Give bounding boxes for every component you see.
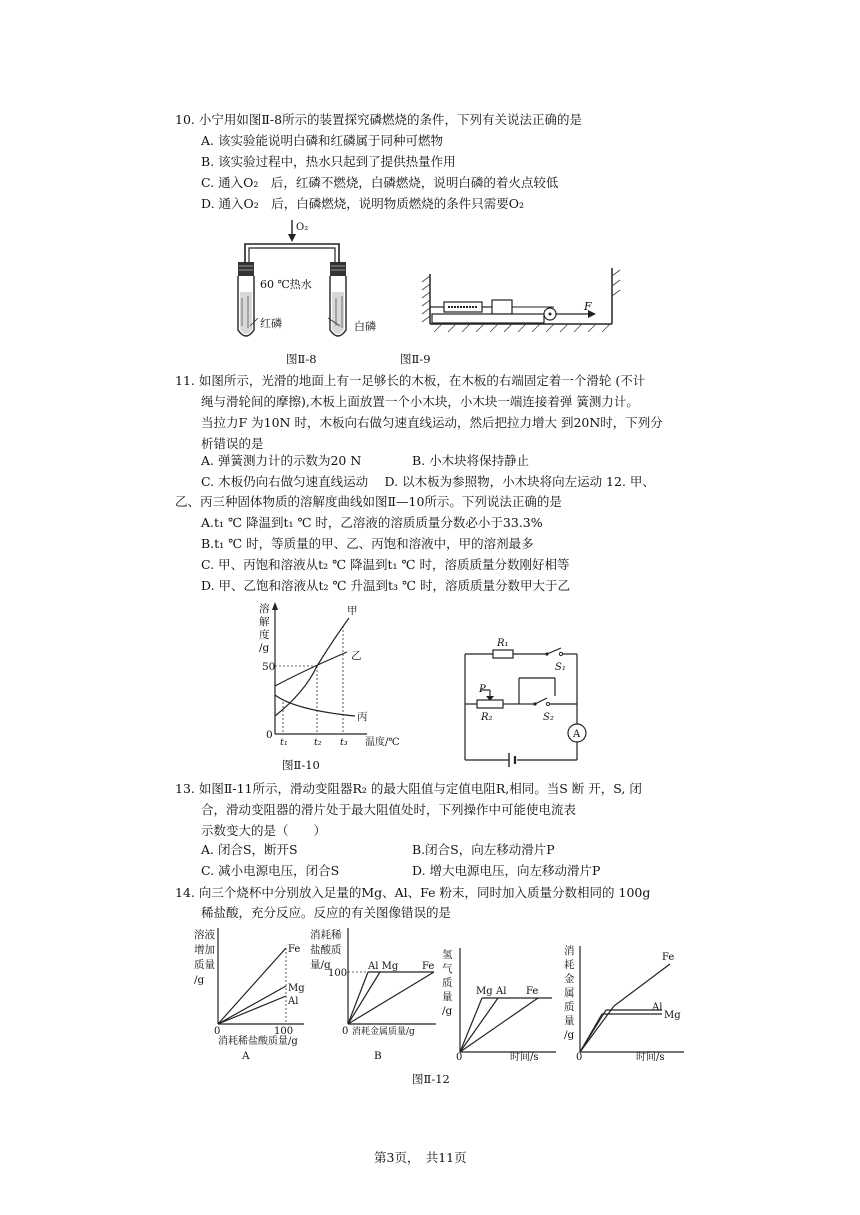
- svg-text:Al: Al: [496, 986, 507, 997]
- svg-text:/g: /g: [564, 1029, 575, 1041]
- q10-option-c: C. 通入O₂ 后，红磷不燃烧，白磷燃烧，说明白磷的着火点较低: [201, 175, 559, 190]
- figure-11-circuit: [455, 632, 600, 772]
- svg-text:金: 金: [564, 973, 575, 985]
- q11-option-b: B. 小木块将保持静止: [412, 453, 530, 468]
- figure-10-solubility-chart: [255, 600, 415, 752]
- svg-text:解: 解: [259, 616, 270, 628]
- svg-text:/g: /g: [194, 974, 205, 986]
- svg-text:Fe: Fe: [526, 986, 539, 997]
- figure-9-caption: 图Ⅱ-9: [400, 352, 431, 366]
- q13-stem-line1: 13. 如图Ⅱ-11所示，滑动变阻器R₂ 的最大阻值与定值电阻R,相同。当S 断 开，S, 闭: [175, 781, 642, 796]
- svg-text:t₂: t₂: [314, 737, 322, 748]
- svg-text:溶液: 溶液: [194, 929, 215, 941]
- svg-text:消: 消: [564, 945, 575, 957]
- q11-stem-line3: 当拉力F 为10N 时，木板向右做匀速直线运动，然后把拉力增大 到20N时，下列分: [201, 415, 663, 430]
- svg-text:消耗金属质量/g: 消耗金属质量/g: [352, 1027, 415, 1037]
- figure-9-board-pulley: [422, 250, 612, 350]
- svg-text:P: P: [479, 684, 486, 695]
- svg-text:质: 质: [564, 1001, 575, 1013]
- q12-option-a: A.t₁ ℃ 降温到t₁ ℃ 时，乙溶液的溶质质量分数必小于33.3%: [201, 515, 543, 530]
- svg-text:属: 属: [564, 987, 575, 999]
- svg-text:100: 100: [328, 968, 348, 979]
- svg-text:Al: Al: [652, 1002, 663, 1013]
- q12-stem: 乙、丙三种固体物质的溶解度曲线如图Ⅱ—10所示。下列说法正确的是: [175, 494, 562, 509]
- svg-text:S₂: S₂: [543, 712, 554, 723]
- svg-text:0: 0: [342, 1026, 349, 1037]
- svg-text:Mg: Mg: [288, 983, 305, 994]
- svg-text:质量: 质量: [194, 959, 215, 971]
- q10-option-a: A. 该实验能说明白磷和红磷属于同种可燃物: [201, 133, 443, 148]
- svg-text:乙: 乙: [351, 650, 362, 662]
- svg-text:红磷: 红磷: [260, 317, 282, 330]
- svg-text:Al Mg: Al Mg: [368, 961, 399, 972]
- q10-option-b: B. 该实验过程中，热水只起到了提供热量作用: [201, 154, 456, 169]
- svg-text:t₃: t₃: [340, 737, 348, 748]
- svg-text:白磷: 白磷: [354, 320, 376, 333]
- svg-text:0: 0: [266, 729, 273, 741]
- svg-text:0: 0: [456, 1052, 463, 1063]
- q13-stem-line3: 示数变大的是（ ）: [201, 823, 327, 838]
- svg-text:100: 100: [274, 1026, 294, 1037]
- svg-text:质: 质: [442, 977, 453, 989]
- svg-text:时间/s: 时间/s: [636, 1052, 665, 1063]
- figure-10-caption: 图Ⅱ-10: [282, 758, 320, 772]
- svg-text:t₁: t₁: [280, 737, 288, 748]
- q14-stem-line2: 稀盐酸，充分反应。反应的有关图像错误的是: [201, 905, 452, 920]
- figure-8-apparatus: [228, 218, 398, 346]
- svg-text:消耗稀: 消耗稀: [310, 929, 342, 941]
- svg-text:温度/℃: 温度/℃: [365, 737, 400, 748]
- svg-text:度: 度: [259, 629, 270, 641]
- svg-text:氢: 氢: [442, 949, 453, 961]
- q11-stem-line1: 11. 如图所示，光滑的地面上有一足够长的木板，在木板的右端固定着一个滑轮 (不计: [175, 373, 646, 388]
- svg-text:B: B: [374, 1050, 382, 1062]
- svg-text:量: 量: [564, 1015, 575, 1027]
- svg-text:Mg: Mg: [664, 1010, 681, 1021]
- q11-stem-line2: 绳与滑轮间的摩擦),木板上面放置一个小木块，小木块一端连接着弹 簧测力计。: [201, 394, 639, 409]
- q13-option-a: A. 闭合S，断开S: [201, 842, 298, 857]
- figure-12-graph-d: [558, 940, 688, 1063]
- svg-text:0: 0: [214, 1026, 221, 1037]
- svg-text:量/g: 量/g: [310, 959, 331, 971]
- svg-text:F: F: [584, 300, 592, 313]
- figure-12-caption: 图Ⅱ-12: [412, 1072, 450, 1086]
- svg-text:甲: 甲: [347, 605, 358, 617]
- q13-option-b: B.闭合S，向左移动滑片P: [412, 842, 555, 857]
- svg-text:时间/s: 时间/s: [510, 1052, 539, 1063]
- figure-12-graph-a: [192, 924, 312, 1064]
- q10-stem: 10. 小宁用如图Ⅱ-8所示的装置探究磷燃烧的条件，下列有关说法正确的是: [175, 112, 583, 127]
- svg-text:Al: Al: [288, 996, 299, 1007]
- q12-option-c: C. 甲、丙饱和溶液从t₂ ℃ 降温到t₁ ℃ 时，溶质质量分数刚好相等: [201, 557, 570, 572]
- q13-stem-line2: 合，滑动变阻器的滑片处于最大阻值处时，下列操作中可能使电流表: [201, 802, 577, 817]
- figure-8-caption: 图Ⅱ-8: [286, 352, 317, 366]
- svg-text:R₁: R₁: [497, 638, 509, 649]
- svg-text:增加: 增加: [194, 944, 215, 956]
- page-footer: 第3页， 共11页: [374, 1150, 467, 1165]
- svg-text:盐酸质: 盐酸质: [310, 944, 342, 956]
- svg-text:S₁: S₁: [555, 662, 566, 673]
- svg-text:/g: /g: [442, 1005, 453, 1017]
- svg-text:A: A: [573, 729, 581, 740]
- q12-option-d: D. 甲、乙饱和溶液从t₂ ℃ 升温到t₃ ℃ 时，溶质质量分数甲大于乙: [201, 578, 570, 593]
- svg-text:O₂: O₂: [296, 222, 309, 233]
- figure-12-graph-c: [438, 940, 558, 1063]
- svg-text:耗: 耗: [564, 959, 575, 971]
- svg-text:A: A: [242, 1050, 250, 1062]
- svg-text:溶: 溶: [259, 603, 270, 615]
- q13-option-c: C. 减小电源电压，闭合S: [201, 863, 340, 878]
- svg-text:R₂: R₂: [481, 712, 493, 723]
- svg-text:/g: /g: [259, 642, 270, 654]
- q12-option-b: B.t₁ ℃ 时，等质量的甲、乙、丙饱和溶液中，甲的溶剂最多: [201, 536, 534, 551]
- svg-text:丙: 丙: [357, 711, 368, 723]
- svg-text:0: 0: [576, 1052, 583, 1063]
- q14-stem-line1: 14. 向三个烧杯中分别放入足量的Mg、Al、Fe 粉末，同时加入质量分数相同的 100g: [175, 885, 651, 900]
- svg-text:Fe: Fe: [288, 944, 301, 955]
- svg-text:气: 气: [442, 963, 453, 975]
- q13-option-d: D. 增大电源电压，向左移动滑片P: [412, 863, 601, 878]
- svg-text:50: 50: [262, 661, 276, 673]
- svg-text:60 ℃热水: 60 ℃热水: [260, 278, 312, 291]
- q11-stem-line4: 析错误的是: [201, 436, 264, 451]
- q11-option-a: A. 弹簧测力计的示数为20 N: [201, 453, 362, 468]
- q10-option-d: D. 通入O₂ 后，白磷燃烧，说明物质燃烧的条件只需要O₂: [201, 196, 525, 211]
- svg-text:Fe: Fe: [422, 961, 435, 972]
- q11-options-cd: C. 木板仍向右做匀速直线运动 D. 以木板为参照物，小木块将向左运动 12. 甲、: [201, 474, 655, 489]
- svg-text:消耗稀盐酸质量/g: 消耗稀盐酸质量/g: [218, 1036, 298, 1047]
- figure-12-graph-b: [308, 924, 438, 1064]
- svg-text:量: 量: [442, 991, 453, 1003]
- svg-text:Mg: Mg: [476, 986, 493, 997]
- svg-text:Fe: Fe: [662, 952, 675, 963]
